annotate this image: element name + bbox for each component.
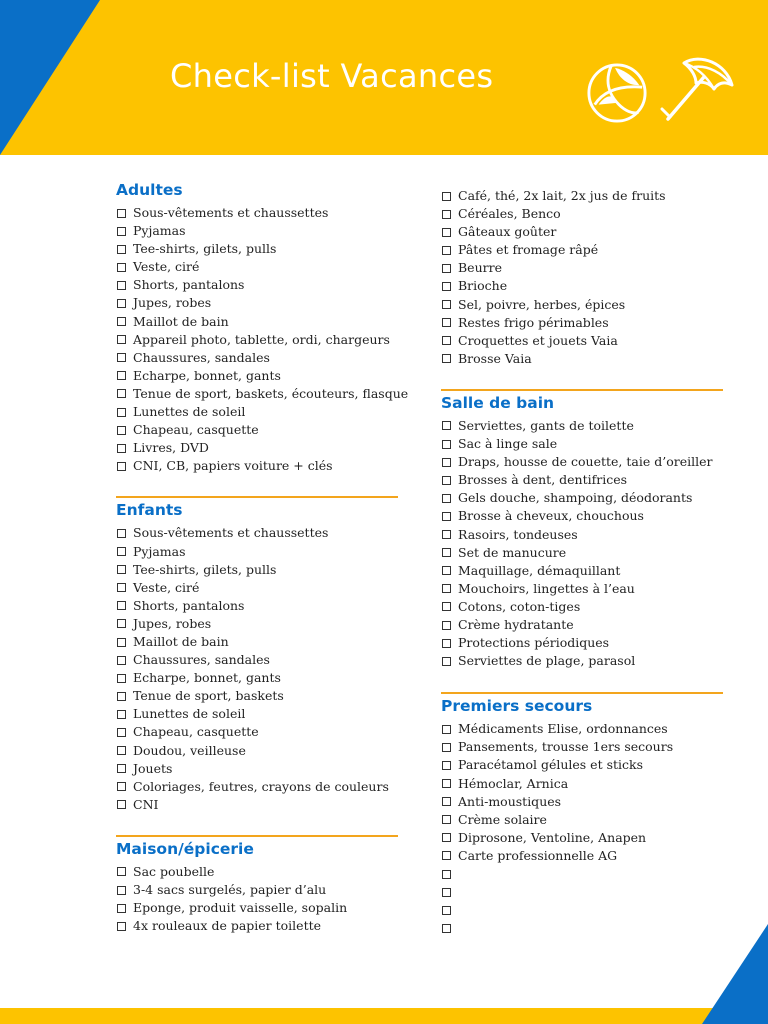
- checklist-item: [441, 526, 723, 544]
- checkbox[interactable]: [117, 547, 126, 556]
- checklist-salle-de-bain: [441, 417, 723, 670]
- checkbox[interactable]: [117, 408, 126, 417]
- corner-decoration-top-left: [0, 0, 100, 155]
- checklist-item: [441, 738, 723, 756]
- checklist-item-label: Doudou, veilleuse: [133, 742, 246, 758]
- checklist-item-label: Shorts, pantalons: [133, 597, 245, 613]
- checklist-item: [116, 687, 398, 705]
- checkbox[interactable]: [442, 657, 451, 666]
- checkbox[interactable]: [442, 336, 451, 345]
- checklist-item-label: Pâtes et fromage râpé: [458, 242, 599, 258]
- checklist-item: [116, 385, 409, 403]
- checklist-item: [441, 811, 723, 829]
- checklist-item-label: Eponge, produit vaisselle, sopalin: [133, 900, 348, 916]
- section-premiers-secours: [441, 696, 723, 937]
- checklist-item-label: Restes frigo périmables: [458, 314, 609, 330]
- checkbox[interactable]: [442, 421, 451, 430]
- checklist-item-label: Brosse à cheveux, chouchous: [458, 508, 644, 524]
- checklist-item: [116, 240, 398, 258]
- checkbox[interactable]: [117, 299, 126, 308]
- checklist-item-label: Draps, housse de couette, taie d’oreiller: [458, 454, 713, 470]
- checkbox[interactable]: [442, 246, 451, 255]
- checklist-maison: [116, 863, 398, 935]
- checklist-item-label: Crème hydratante: [458, 616, 574, 632]
- checklist-enfants: [116, 524, 398, 814]
- checkbox[interactable]: [117, 263, 126, 272]
- checklist-item-label: Shorts, pantalons: [133, 277, 245, 293]
- checkbox[interactable]: [442, 512, 451, 521]
- checklist-item-label: Anti-moustiques: [458, 793, 562, 809]
- checkbox[interactable]: [442, 639, 451, 648]
- checklist-item: [441, 259, 723, 277]
- checkbox[interactable]: [117, 656, 126, 665]
- checklist-item: [116, 723, 398, 741]
- checklist-item: [441, 435, 723, 453]
- checkbox[interactable]: [117, 245, 126, 254]
- checklist-item: [116, 705, 398, 723]
- checklist-item-label: Paracétamol gélules et sticks: [458, 757, 644, 773]
- checklist-item-label: Jouets: [133, 760, 173, 776]
- checkbox[interactable]: [117, 281, 126, 290]
- checkbox[interactable]: [442, 548, 451, 557]
- checklist-item: [441, 634, 723, 652]
- checkbox[interactable]: [442, 851, 451, 860]
- checkbox[interactable]: [117, 317, 126, 326]
- checkbox[interactable]: [117, 764, 126, 773]
- checklist-item: [441, 847, 723, 865]
- section-title-adultes: Adultes: [116, 181, 183, 199]
- checkbox[interactable]: [117, 692, 126, 701]
- checklist-item-label: Echarpe, bonnet, gants: [133, 670, 281, 686]
- checklist-item-label: Livres, DVD: [133, 440, 209, 456]
- checklist-item-label: Maillot de bain: [133, 633, 229, 649]
- left-column: [116, 180, 409, 935]
- checkbox[interactable]: [117, 565, 126, 574]
- checklist-item-label: Tee-shirts, gilets, pulls: [133, 241, 277, 257]
- checkbox[interactable]: [442, 476, 451, 485]
- checklist-item: [441, 919, 723, 937]
- checklist-item-label: Diprosone, Ventoline, Anapen: [458, 829, 647, 845]
- checklist-item-label: Echarpe, bonnet, gants: [133, 367, 281, 383]
- checklist-item: [441, 314, 723, 332]
- checkbox[interactable]: [117, 728, 126, 737]
- checkbox[interactable]: [442, 192, 451, 201]
- checklist-item-label: Hémoclar, Arnica: [458, 775, 569, 791]
- checklist-item-label: 4x rouleaux de papier toilette: [133, 918, 322, 934]
- checklist-item: [441, 350, 723, 368]
- checklist-item: [441, 332, 723, 350]
- section-title-maison: Maison/épicerie: [116, 839, 254, 858]
- checklist-adultes: [116, 204, 409, 475]
- checklist-item: [441, 598, 723, 616]
- checklist-item: [116, 204, 398, 222]
- checklist-item: [441, 720, 723, 738]
- checklist-item: [116, 421, 398, 439]
- checkbox[interactable]: [442, 888, 451, 897]
- checklist-item-label: Protections périodiques: [458, 635, 610, 651]
- checklist-item: [441, 241, 723, 259]
- section-salle-de-bain: [441, 393, 723, 670]
- checkbox[interactable]: [442, 228, 451, 237]
- section-title-enfants: Enfants: [116, 501, 183, 520]
- checklist-item-label: Mouchoirs, lingettes à l’eau: [458, 580, 635, 596]
- checklist-item: [441, 901, 723, 919]
- checkbox[interactable]: [442, 264, 451, 273]
- checkbox[interactable]: [117, 389, 126, 398]
- section-title-premiers-secours: Premiers secours: [441, 697, 593, 716]
- checkbox[interactable]: [117, 710, 126, 719]
- checkbox[interactable]: [442, 494, 451, 503]
- checklist-item-label: Cotons, coton-tiges: [458, 598, 581, 614]
- checkbox[interactable]: [117, 371, 126, 380]
- checklist-item: [116, 313, 398, 331]
- checkbox[interactable]: [117, 619, 126, 628]
- checklist-item: [116, 917, 398, 935]
- checkbox[interactable]: [117, 353, 126, 362]
- checklist-item: [441, 489, 723, 507]
- checklist-item-label: 3-4 sacs surgelés, papier d’alu: [133, 882, 327, 897]
- checklist-item-label: Crème solaire: [458, 811, 547, 827]
- checklist-item-label: Veste, ciré: [133, 579, 200, 595]
- checkbox[interactable]: [117, 922, 126, 931]
- checkbox[interactable]: [117, 904, 126, 913]
- checklist-item: [441, 296, 723, 314]
- checkbox[interactable]: [442, 761, 451, 770]
- checklist-item: [441, 580, 723, 598]
- checkbox[interactable]: [117, 601, 126, 610]
- checklist-item: [441, 562, 723, 580]
- checkbox[interactable]: [442, 870, 451, 879]
- checklist-item: [116, 597, 398, 615]
- checklist-item-label: Jupes, robes: [133, 615, 212, 631]
- checkbox[interactable]: [442, 924, 451, 933]
- checklist-item-label: Gâteaux goûter: [458, 224, 557, 240]
- checkbox[interactable]: [442, 210, 451, 219]
- checklist-item-label: Tee-shirts, gilets, pulls: [133, 561, 277, 577]
- checklist-item-label: Brosse Vaia: [458, 350, 532, 366]
- section-divider: [441, 692, 723, 694]
- section-maison: [116, 839, 398, 935]
- corner-decoration-bottom-right: [702, 924, 768, 1024]
- section-enfants: [116, 500, 398, 814]
- checkbox[interactable]: [442, 282, 451, 291]
- checkbox[interactable]: [117, 886, 126, 895]
- checklist-item: [116, 863, 398, 881]
- checklist-item-label: Médicaments Elise, ordonnances: [458, 721, 668, 737]
- checklist-item: [441, 652, 723, 670]
- checkbox[interactable]: [117, 746, 126, 755]
- checklist-item: [116, 524, 398, 542]
- checklist-item: [116, 258, 398, 276]
- checklist-item-label: Chapeau, casquette: [133, 724, 259, 740]
- checklist-item-label: Gels douche, shampoing, déodorants: [458, 490, 693, 506]
- checklist-item: [116, 778, 398, 796]
- checkbox[interactable]: [442, 440, 451, 449]
- checklist-item: [116, 651, 398, 669]
- checklist-epicerie-suite: [441, 187, 723, 368]
- checklist-item-label: Chaussures, sandales: [133, 349, 270, 365]
- checklist-item: [116, 294, 398, 312]
- checklist-item-label: Tenue de sport, baskets: [133, 688, 284, 704]
- checklist-item-label: Lunettes de soleil: [133, 706, 246, 722]
- checkbox[interactable]: [442, 815, 451, 824]
- checkbox[interactable]: [442, 566, 451, 575]
- checklist-item-label: Chapeau, casquette: [133, 422, 259, 438]
- checklist-item: [116, 543, 398, 561]
- checklist-item: [116, 760, 398, 778]
- checkbox[interactable]: [117, 782, 126, 791]
- checklist-item: [441, 417, 723, 435]
- checklist-item-label: Maquillage, démaquillant: [458, 562, 621, 578]
- checklist-item-label: Sel, poivre, herbes, épices: [458, 296, 626, 312]
- checkbox[interactable]: [117, 444, 126, 453]
- checklist-item: [116, 367, 398, 385]
- checklist-item-label: Brioche: [458, 278, 508, 294]
- checklist-item: [116, 669, 398, 687]
- checklist-item: [116, 331, 398, 349]
- checklist-item-label: CNI, CB, papiers voiture + clés: [133, 458, 333, 474]
- checklist-item-label: Sous-vêtements et chaussettes: [133, 205, 329, 220]
- section-adultes: [116, 180, 409, 475]
- checkbox[interactable]: [442, 906, 451, 915]
- checklist-item-label: Lunettes de soleil: [133, 404, 246, 420]
- checkbox[interactable]: [442, 743, 451, 752]
- checklist-item-label: Appareil photo, tablette, ordi, chargeurs: [133, 331, 390, 347]
- checklist-item-label: Pyjamas: [133, 543, 186, 559]
- checklist-item: [116, 742, 398, 760]
- checkbox[interactable]: [442, 621, 451, 630]
- checklist-item: [441, 865, 723, 883]
- right-column: [441, 187, 723, 937]
- checklist-item: [116, 881, 398, 899]
- checklist-item: [441, 205, 723, 223]
- checkbox[interactable]: [442, 602, 451, 611]
- checklist-item-label: Sous-vêtements et chaussettes: [133, 525, 329, 541]
- checklist-item-label: Veste, ciré: [133, 259, 200, 275]
- checkbox[interactable]: [442, 779, 451, 788]
- checklist-item: [441, 544, 723, 562]
- checklist-item: [441, 507, 723, 525]
- section-divider: [116, 496, 398, 498]
- checklist-item: [441, 829, 723, 847]
- checklist-item: [441, 775, 723, 793]
- checklist-item: [441, 223, 723, 241]
- checklist-item: [441, 471, 723, 489]
- checklist-item: [441, 187, 723, 205]
- checklist-item-label: Pyjamas: [133, 223, 186, 239]
- section-epicerie-suite: [441, 187, 723, 368]
- checklist-item-label: Carte professionnelle AG: [458, 847, 618, 863]
- checklist-item-label: Jupes, robes: [133, 295, 212, 311]
- checkbox[interactable]: [442, 354, 451, 363]
- section-divider: [116, 835, 398, 837]
- checklist-item: [441, 453, 723, 471]
- checklist-item-label: Serviettes de plage, parasol: [458, 653, 636, 669]
- checkbox[interactable]: [442, 797, 451, 806]
- checklist-item: [116, 796, 398, 814]
- checklist-item-label: Coloriages, feutres, crayons de couleurs: [133, 778, 389, 794]
- checklist-item-label: Set de manucure: [458, 544, 567, 560]
- checkbox[interactable]: [442, 833, 451, 842]
- checkbox[interactable]: [442, 725, 451, 734]
- checklist-item-label: Pansements, trousse 1ers secours: [458, 739, 674, 755]
- checklist-item: [116, 615, 398, 633]
- checkbox[interactable]: [117, 800, 126, 809]
- checklist-item-label: Sac à linge sale: [458, 436, 558, 452]
- checklist-item: [116, 222, 398, 240]
- beach-ball-icon: [586, 62, 648, 124]
- checkbox[interactable]: [442, 584, 451, 593]
- checkbox[interactable]: [117, 335, 126, 344]
- checkbox[interactable]: [117, 227, 126, 236]
- checklist-item: [116, 899, 398, 917]
- checkbox[interactable]: [117, 583, 126, 592]
- checkbox[interactable]: [442, 458, 451, 467]
- checklist-item-label: Maillot de bain: [133, 313, 229, 329]
- checklist-item-label: Céréales, Benco: [458, 206, 561, 222]
- checkbox[interactable]: [117, 209, 126, 218]
- checklist-item-label: Chaussures, sandales: [133, 652, 270, 668]
- section-title-salle-de-bain: Salle de bain: [441, 393, 555, 412]
- checklist-item-label: Croquettes et jouets Vaia: [458, 332, 618, 348]
- page-title: Check-list Vacances: [170, 57, 494, 95]
- checklist-item: [116, 349, 398, 367]
- checklist-item-label: Serviettes, gants de toilette: [458, 417, 634, 433]
- footer-bar: [0, 1008, 768, 1024]
- checklist-item: [441, 793, 723, 811]
- checklist-item: [441, 277, 723, 295]
- checklist-item: [116, 457, 398, 475]
- checkbox[interactable]: [442, 318, 451, 327]
- checklist-item-label: Tenue de sport, baskets, écouteurs, flasque: [133, 385, 409, 401]
- checklist-premiers-secours: [441, 720, 723, 937]
- checklist-item-label: Beurre: [458, 260, 502, 276]
- checklist-item-label: Sac poubelle: [133, 863, 215, 879]
- checklist-item: [116, 633, 398, 651]
- checklist-item: [116, 403, 398, 421]
- checkbox[interactable]: [117, 426, 126, 435]
- checkbox[interactable]: [442, 530, 451, 539]
- checklist-item: [441, 756, 723, 774]
- checklist-item: [116, 561, 398, 579]
- checkbox[interactable]: [117, 867, 126, 876]
- checklist-item: [116, 276, 398, 294]
- checklist-item-label: CNI: [133, 796, 159, 812]
- checklist-item-label: Café, thé, 2x lait, 2x jus de fruits: [458, 188, 666, 203]
- checklist-item: [441, 883, 723, 901]
- section-divider: [441, 389, 723, 391]
- checklist-item: [116, 439, 398, 457]
- checkbox[interactable]: [117, 638, 126, 647]
- checklist-item-label: Rasoirs, tondeuses: [458, 526, 578, 542]
- checkbox[interactable]: [442, 300, 451, 309]
- checkbox[interactable]: [117, 674, 126, 683]
- checkbox[interactable]: [117, 529, 126, 538]
- checklist-item: [441, 616, 723, 634]
- checklist-item-label: Brosses à dent, dentifrices: [458, 472, 628, 488]
- beach-umbrella-icon: [660, 55, 736, 125]
- checkbox[interactable]: [117, 462, 126, 471]
- checklist-item: [116, 579, 398, 597]
